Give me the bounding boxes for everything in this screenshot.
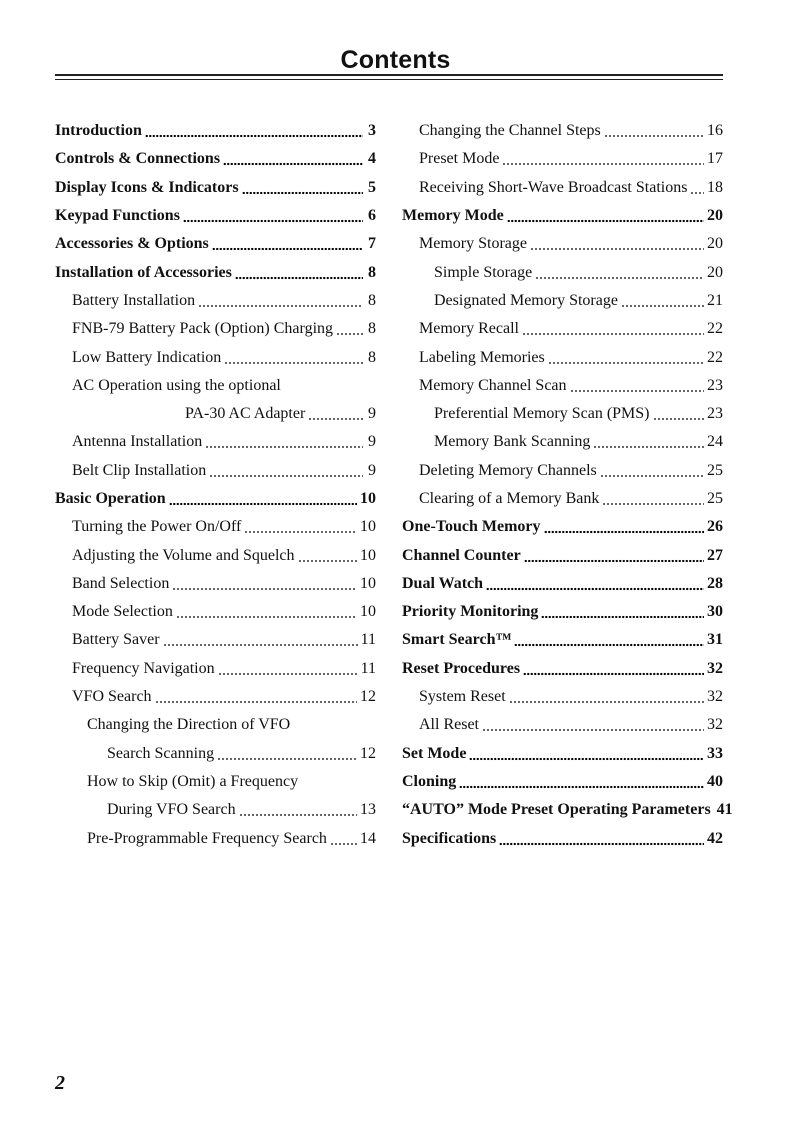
toc-entry: [402, 457, 723, 485]
toc-dot-leader: [621, 304, 704, 308]
toc-entry-label: Display Icons & Indicators: [55, 178, 239, 196]
toc-entry-page: 12: [360, 744, 376, 762]
toc-entry-label: PA-30 AC Adapter: [185, 405, 306, 423]
toc-entry-label: Changing the Direction of VFO: [87, 716, 291, 734]
toc-dot-leader: [522, 332, 704, 336]
toc-entry-label: Mode Selection: [72, 603, 173, 621]
toc-entry-page: 32: [707, 659, 723, 677]
toc-entry: [55, 428, 376, 456]
toc-entry-page: 11: [360, 631, 376, 649]
toc-entry-label: Specifications: [402, 829, 497, 847]
toc-entry-page: 26: [707, 518, 723, 536]
toc-entry-label: Belt Clip Installation: [72, 461, 207, 479]
toc-dot-leader: [209, 474, 363, 478]
page-number: 2: [55, 1072, 65, 1094]
title-rule-thick: [55, 74, 723, 76]
toc-dot-leader: [235, 276, 363, 280]
toc-entry: [402, 541, 723, 569]
toc-entry-page: 30: [707, 603, 723, 621]
toc-left-column: [55, 117, 376, 853]
toc-dot-leader: [486, 587, 704, 591]
toc-entry-page: 33: [707, 744, 723, 762]
toc-entry-label: Channel Counter: [402, 546, 521, 564]
toc-dot-leader: [530, 247, 704, 251]
toc-dot-leader: [514, 643, 704, 647]
toc-entry: [55, 796, 376, 824]
toc-entry-page: 27: [707, 546, 723, 564]
toc-entry: [55, 400, 376, 428]
toc-entry-page: 40: [707, 772, 723, 790]
toc-dot-leader: [604, 134, 704, 138]
toc-entry: [55, 711, 376, 739]
toc-entry-page: 25: [707, 461, 723, 479]
toc-entry-page: 10: [360, 490, 376, 507]
toc-entry-page: 28: [707, 574, 723, 592]
toc-entry-label: Battery Installation: [72, 291, 196, 309]
toc-entry-page: 8: [368, 263, 376, 281]
toc-entry-page: 22: [707, 348, 723, 366]
toc-entry-page: 24: [707, 433, 723, 451]
toc-dot-leader: [244, 530, 357, 534]
toc-dot-leader: [593, 445, 704, 449]
toc-entry-label: Installation of Accessories: [55, 263, 232, 281]
toc-dot-leader: [570, 389, 704, 393]
toc-dot-leader: [224, 361, 363, 365]
toc-entry: [55, 372, 376, 400]
toc-entry: [402, 796, 733, 824]
toc-entry-page: 9: [368, 433, 376, 451]
toc-dot-leader: [242, 191, 363, 195]
toc-entry-page: 8: [368, 291, 376, 309]
toc-entry-page: 5: [368, 178, 376, 196]
page-title: Contents: [340, 46, 451, 74]
toc-entry: [55, 655, 376, 683]
toc-entry: [55, 824, 376, 852]
toc-entry: [55, 457, 376, 485]
toc-entry-page: 10: [360, 574, 376, 592]
toc-dot-leader: [172, 587, 357, 591]
toc-entry-page: 16: [707, 122, 723, 140]
toc-entry-label: Search Scanning: [107, 744, 215, 762]
toc-right-column: [402, 117, 733, 853]
toc-entry: [402, 372, 723, 400]
toc-dot-leader: [541, 615, 704, 619]
toc-entry: [402, 230, 723, 258]
toc-entry-page: 23: [707, 405, 723, 423]
toc-entry: [55, 740, 376, 768]
toc-entry-label: Dual Watch: [402, 574, 484, 592]
toc-entry: [402, 824, 723, 852]
toc-dot-leader: [223, 162, 363, 166]
toc-entry-label: Pre-Programmable Frequency Search: [87, 829, 327, 847]
toc-entry-label: Adjusting the Volume and Squelch: [72, 546, 295, 564]
toc-dot-leader: [469, 757, 704, 761]
toc-dot-leader: [217, 757, 357, 761]
toc-entry: [402, 428, 723, 456]
toc-entry-label: Keypad Functions: [55, 207, 180, 225]
toc-entry-label: Turning the Power On/Off: [72, 518, 242, 536]
toc-entry: [402, 117, 723, 145]
toc-dot-leader: [218, 672, 358, 676]
toc-entry-label: Labeling Memories: [419, 348, 545, 366]
toc-entry-page: 32: [707, 716, 723, 734]
toc-entry-label: Low Battery Indication: [72, 348, 222, 366]
toc-entry-label: Simple Storage: [434, 263, 533, 281]
toc-entry-page: 13: [360, 801, 376, 819]
toc-entry: [402, 598, 723, 626]
toc-entry-page: 20: [707, 207, 723, 225]
toc-entry: [55, 258, 376, 286]
toc-entry: [402, 174, 723, 202]
toc-dot-leader: [205, 445, 363, 449]
toc-entry-label: Preferential Memory Scan (PMS): [434, 405, 650, 423]
toc-entry-page: 14: [360, 829, 376, 847]
toc-entry-page: 10: [360, 546, 376, 564]
toc-entry-label: Receiving Short-Wave Broadcast Stations: [419, 178, 688, 196]
toc-entry: [402, 315, 723, 343]
toc-entry: [55, 570, 376, 598]
toc-entry: [55, 513, 376, 541]
toc-entry-page: 20: [707, 235, 723, 253]
toc-entry-label: Clearing of a Memory Bank: [419, 490, 600, 507]
toc-dot-leader: [239, 813, 357, 817]
toc-entry: [402, 711, 723, 739]
toc-entry: [402, 570, 723, 598]
toc-dot-leader: [509, 700, 704, 704]
toc-entry-page: 3: [368, 122, 376, 140]
toc-dot-leader: [145, 134, 363, 138]
toc-entry-label: One-Touch Memory: [402, 518, 541, 536]
toc-entry-page: 22: [707, 320, 723, 338]
toc-dot-leader: [502, 162, 704, 166]
toc-entry: [402, 740, 723, 768]
toc-entry-page: 10: [360, 603, 376, 621]
toc-dot-leader: [535, 276, 704, 280]
toc-entry: [402, 145, 723, 173]
toc-entry: [55, 626, 376, 654]
toc-entry-label: During VFO Search: [107, 801, 236, 819]
toc-entry-page: 8: [368, 320, 376, 338]
toc-entry: [402, 343, 723, 371]
toc-entry: [55, 683, 376, 711]
toc-entry: [402, 513, 723, 541]
toc-entry-page: 23: [707, 376, 723, 394]
toc-entry-label: Changing the Channel Steps: [419, 122, 601, 140]
toc-entry-page: 31: [707, 631, 723, 649]
toc-entry-label: All Reset: [419, 716, 479, 734]
toc-dot-leader: [600, 474, 704, 478]
toc-entry-label: Memory Mode: [402, 207, 504, 225]
toc-dot-leader: [169, 502, 357, 506]
toc-dot-leader: [524, 559, 704, 563]
toc-entry-label: Antenna Installation: [72, 433, 203, 451]
toc-entry-page: 41: [716, 801, 733, 819]
toc-entry: [55, 343, 376, 371]
toc-entry: [55, 287, 376, 315]
toc-entry-page: 8: [368, 348, 376, 366]
toc-dot-leader: [690, 191, 704, 195]
toc-entry-page: 18: [707, 178, 723, 196]
toc-entry-label: Memory Storage: [419, 235, 527, 253]
toc-dot-leader: [336, 332, 363, 336]
toc-entry-label: Smart Search™: [402, 631, 512, 649]
toc-entry-label: Priority Monitoring: [402, 603, 539, 621]
toc-entry-page: 25: [707, 490, 723, 507]
toc-entry-label: Preset Mode: [419, 150, 500, 168]
toc-entry: [402, 626, 723, 654]
toc-entry-label: Deleting Memory Channels: [419, 461, 597, 479]
toc-dot-leader: [544, 530, 704, 534]
toc-entry: [402, 258, 723, 286]
toc-entry-label: Battery Saver: [72, 631, 160, 649]
toc-dot-leader: [198, 304, 363, 308]
toc-entry-label: Frequency Navigation: [72, 659, 215, 677]
toc-entry: [55, 315, 376, 343]
toc-entry: [55, 202, 376, 230]
toc-entry: [402, 400, 723, 428]
toc-dot-leader: [163, 643, 358, 647]
toc-entry-label: Memory Bank Scanning: [434, 433, 591, 451]
toc-dot-leader: [298, 559, 357, 563]
toc-dot-leader: [459, 785, 704, 789]
toc-dot-leader: [482, 728, 704, 732]
toc-entry: [55, 598, 376, 626]
toc-entry-label: AC Operation using the optional: [72, 376, 281, 394]
toc-entry: [402, 655, 723, 683]
toc-dot-leader: [653, 417, 704, 421]
toc-entry: [55, 485, 376, 513]
toc-entry-label: Controls & Connections: [55, 150, 221, 168]
toc-entry-page: 9: [368, 405, 376, 423]
toc-entry-label: Designated Memory Storage: [434, 291, 618, 309]
toc-entry-page: 6: [368, 207, 376, 225]
toc-entry-label: VFO Search: [72, 688, 152, 706]
toc-entry-label: Introduction: [55, 122, 142, 140]
toc-entry-page: 21: [707, 291, 723, 309]
toc-entry: [55, 174, 376, 202]
toc-entry-page: 17: [707, 150, 723, 168]
toc-dot-leader: [602, 502, 704, 506]
toc-entry: [402, 485, 723, 513]
toc-entry: [402, 287, 723, 315]
toc-entry: [55, 230, 376, 258]
toc-dot-leader: [330, 842, 357, 846]
toc-dot-leader: [523, 672, 704, 676]
toc-dot-leader: [183, 219, 363, 223]
toc-dot-leader: [212, 247, 363, 251]
toc-entry-page: 9: [368, 461, 376, 479]
toc-entry-page: 4: [368, 150, 376, 168]
toc-entry: [55, 768, 376, 796]
toc-entry: [55, 541, 376, 569]
toc-entry-label: Accessories & Options: [55, 235, 209, 253]
toc-entry-label: Reset Procedures: [402, 659, 521, 677]
toc-entry-label: Basic Operation: [55, 490, 166, 507]
toc-entry-label: Set Mode: [402, 744, 467, 762]
toc-entry-page: 20: [707, 263, 723, 281]
toc-entry: [402, 683, 723, 711]
toc-entry-label: Memory Channel Scan: [419, 376, 567, 394]
toc-entry-page: 11: [360, 659, 376, 677]
toc-entry-label: How to Skip (Omit) a Frequency: [87, 772, 299, 790]
toc-entry-label: System Reset: [419, 688, 506, 706]
toc-entry-label: Cloning: [402, 772, 457, 790]
toc-entry-label: FNB-79 Battery Pack (Option) Charging: [72, 320, 334, 338]
toc-entry: [55, 117, 376, 145]
toc-entry-page: 12: [360, 688, 376, 706]
toc-dot-leader: [507, 219, 704, 223]
title-rule-thin: [55, 79, 723, 80]
toc-entry-label: “AUTO” Mode Preset Operating Parameters: [402, 801, 711, 819]
toc-entry-page: 42: [707, 829, 723, 847]
toc-dot-leader: [155, 700, 357, 704]
toc-dot-leader: [548, 361, 704, 365]
toc-entry-page: 32: [707, 688, 723, 706]
toc-entry: [402, 202, 723, 230]
toc-dot-leader: [308, 417, 363, 421]
toc-entry-label: Band Selection: [72, 574, 170, 592]
toc-entry: [55, 145, 376, 173]
toc-entry: [402, 768, 723, 796]
toc-dot-leader: [499, 842, 704, 846]
toc-entry-label: Memory Recall: [419, 320, 519, 338]
toc-dot-leader: [176, 615, 357, 619]
toc-entry-page: 7: [368, 235, 376, 253]
toc-entry-page: 10: [360, 518, 376, 536]
